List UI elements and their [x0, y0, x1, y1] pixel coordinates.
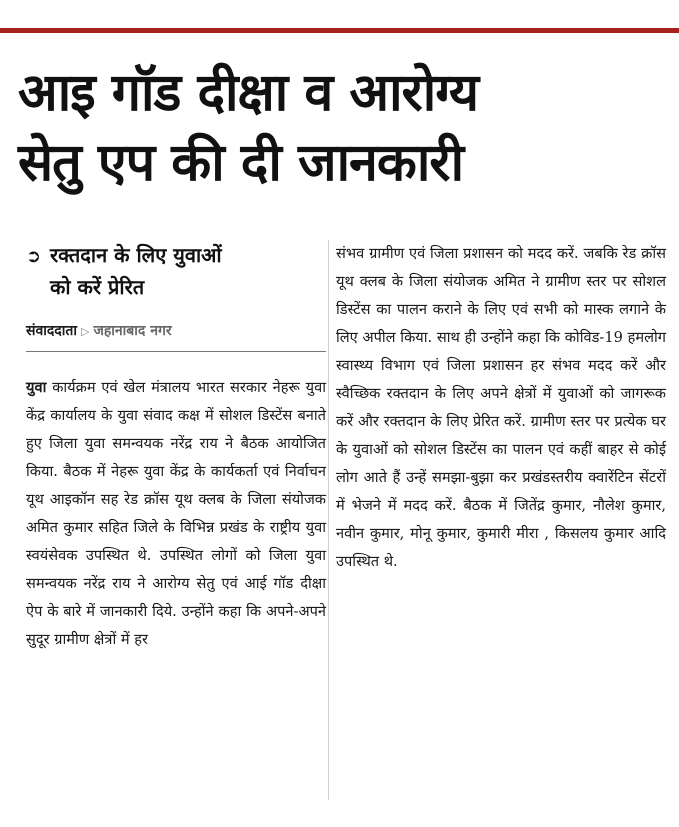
top-rule — [0, 28, 679, 33]
subhead-line-2: को करें प्रेरित — [50, 275, 145, 299]
byline — [26, 320, 326, 352]
headline-line-1: आइ गॉड दीक्षा व आरोग्य — [18, 63, 479, 123]
byline-name: संवाददाता — [26, 323, 77, 339]
byline-place: जहानाबाद नगर — [93, 323, 172, 339]
body-text-left — [26, 374, 326, 654]
subhead-line-1: रक्तदान के लिए युवाओं — [50, 243, 222, 267]
lead-word: युवा — [26, 379, 47, 396]
headline — [18, 58, 668, 198]
left-column — [26, 240, 326, 654]
column-divider — [328, 240, 329, 800]
subheading — [26, 240, 326, 302]
triangle-icon: ▷ — [80, 325, 90, 338]
arrow-bullet-icon: ➲ — [26, 246, 42, 267]
headline-line-2: सेतु एप की दी जानकारी — [18, 133, 464, 193]
right-column — [336, 240, 666, 576]
left-body: कार्यक्रम एवं खेल मंत्रालय भारत सरकार नेहरू युवा केंद्र कार्यालय के युवा संवाद कक्ष में सोशल डिस्टेंस बनाते हुए जिला युवा समन्वयक नरेंद्र राय ने बैठक आयोजित किया. बैठक में नेहरू युवा केंद्र के कार्यकर्ता एवं निर्वाचन यूथ आइकॉन सह रेड क्रॉस यूथ क्लब के जिला संयोजक अमित कुमार सहित जिले के विभिन्न प्रखंड के राष्ट्रीय युवा स्वयंसेवक उपस्थित थे. उपस्थित लोगों को जिला युवा समन्वयक नरेंद्र राय ने आरोग्य सेतु एवं आई गॉड दीक्षा ऐप के बारे में जानकारी दिये. उन्होंने कहा कि अपने-अपने सुदूर ग्रामीण क्षेत्रों में हर — [26, 379, 326, 648]
body-text-right: संभव ग्रामीण एवं जिला प्रशासन को मदद करें. जबकि रेड क्रॉस यूथ क्लब के जिला संयोजक अमित ने ग्रामीण स्तर पर सोशल डिस्टेंस का पालन कराने के लिए एवं सभी को मास्क लगाने के लिए अपील किया. साथ ही उन्होंने कहा कि कोविड-19 हमलोग स्वास्थ्य विभाग एवं जिला प्रशासन हर संभव मदद करें और स्वैच्छिक रक्तदान के लिए अपने क्षेत्रों में युवाओं को जागरूक करें और रक्तदान के लिए प्रेरित करें. ग्रामीण स्तर पर प्रत्येक घर के युवाओं को सोशल डिस्टेंस का पालन एवं कहीं बाहर से कोई लोग आते हैं उन्हें समझा-बुझा कर प्रखंडस्तरीय क्वारेंटिन सेंटरों में भेजने में मदद करें. बैठक में जितेंद्र कुमार, नौलेश कुमार, नवीन कुमार, मोनू कुमार, कुमारी मीरा , किसलय कुमार आदि उपस्थित थे. — [336, 245, 666, 570]
